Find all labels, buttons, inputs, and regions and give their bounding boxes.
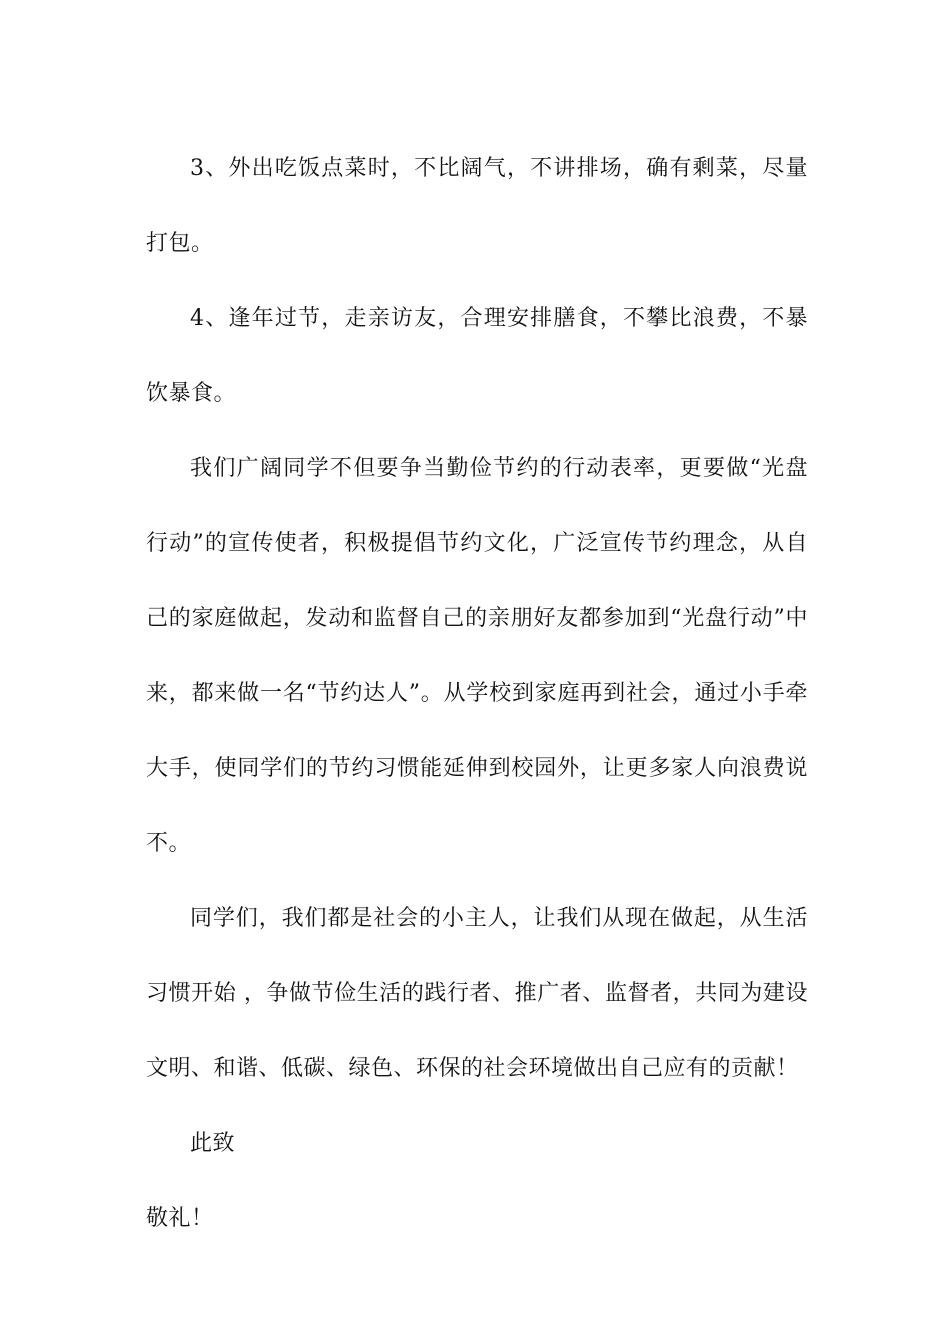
body-paragraph-call-to-action: 同学们，我们都是社会的小主人，让我们从现在做起，从生活习惯开始 ，争做节俭生活的践行者、推广者、监督者，共同为建设文明、和谐、低碳、绿色、环保的社会环境做出自己应有的贡献！ — [146, 906, 808, 1081]
body-paragraph-promotion: 我们广阔同学不但要争当勤俭节约的行动表率，更要做“光盘行动”的宣传使者，积极提倡节约文化，广泛宣传节约理念，从自己的家庭做起，发动和监督自己的亲朋好友都参加到“光盘行动”中来，都来做一名“节约达人”。从学校到家庭再到社会，通过小手牵大手，使同学们的节约习惯能延伸到校园外，让更多家人向浪费说不。 — [146, 456, 808, 856]
list-item-4: 4、逢年过节，走亲访友，合理安排膳食，不攀比浪费，不暴饮暴食。 — [146, 306, 808, 406]
closing-salutation: 此致 — [190, 1131, 236, 1156]
document-body — [146, 131, 808, 1256]
closing-regards: 敬礼！ — [146, 1206, 214, 1231]
list-item-3: 3、外出吃饭点菜时，不比阔气，不讲排场，确有剩菜，尽量打包。 — [146, 156, 808, 256]
